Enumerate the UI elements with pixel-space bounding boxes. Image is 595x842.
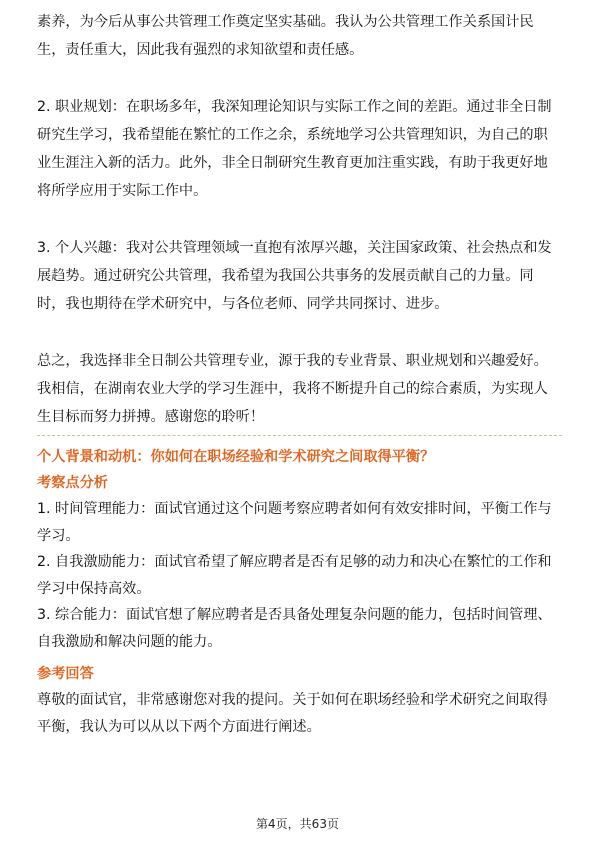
text-line: 2. 职业规划：在职场多年，我深知理论知识与实际工作之间的差距。通过非全日制 [37,99,552,115]
text-line: 学习中保持高效。 [37,580,151,597]
analysis-item-time-management [37,496,562,549]
text-line: 时，我也期待在学术研究中，与各位老师、同学共同探讨、进步。 [37,296,449,312]
paragraph-personal-interest [37,234,562,318]
paragraph-career-planning [37,93,562,205]
text-line: 3. 个人兴趣：我对公共管理领域一直抱有浓厚兴趣，关注国家政策、社会热点和发 [37,240,552,256]
text-line: 平衡，我认为可以从以下两个方面进行阐述。 [37,718,321,735]
text-line: 1. 时间管理能力：面试官通过这个问题考察应聘者如何有效安排时间，平衡工作与 [37,501,552,517]
text-line: 生目标而努力拼搏。感谢您的聆听！ [37,409,265,425]
page-number: 第4页，共63页 [256,817,339,831]
text-line: 总之，我选择非全日制公共管理专业，源于我的专业背景、职业规划和兴趣爱好。 [37,353,548,369]
text-line: 素养，为今后从事公共管理工作奠定坚实基础。我认为公共管理工作关系国计民 [37,14,534,30]
text-line: 将所学应用于实际工作中。 [37,183,208,199]
answer-heading: 参考回答 [37,666,94,682]
section-divider [37,435,562,436]
analysis-item-comprehensive-ability [37,602,562,655]
text-line: 研究生学习，我希望能在繁忙的工作之余，系统地学习公共管理知识，为自己的职 [37,127,548,143]
question-title: 个人背景和动机：你如何在职场经验和学术研究之间取得平衡？ [37,449,435,465]
text-line: 学习。 [37,527,80,544]
reference-answer [37,687,562,740]
text-line: 自我激励和解决问题的能力。 [37,633,222,650]
text-line: 2. 自我激励能力：面试官希望了解应聘者是否有足够的动力和决心在繁忙的工作和 [37,554,552,570]
analysis-heading: 考察点分析 [37,475,108,491]
text-line: 业生涯注入新的活力。此外，非全日制研究生教育更加注重实践，有助于我更好地 [37,155,548,171]
paragraph-professional-background-end [37,8,562,64]
text-line: 生，责任重大，因此我有强烈的求知欲望和责任感。 [37,42,364,58]
text-line: 尊敬的面试官，非常感谢您对我的提问。关于如何在职场经验和学术研究之间取得 [37,692,548,708]
text-line: 3. 综合能力：面试官想了解应聘者是否具备处理复杂问题的能力，包括时间管理、 [37,607,552,623]
paragraph-conclusion [37,347,562,431]
analysis-item-self-motivation [37,549,562,602]
text-line: 展趋势。通过研究公共管理，我希望为我国公共事务的发展贡献自己的力量。同 [37,268,534,284]
page-content [37,8,562,740]
text-line: 我相信，在湖南农业大学的学习生涯中，我将不断提升自己的综合素质，为实现人 [37,381,548,397]
